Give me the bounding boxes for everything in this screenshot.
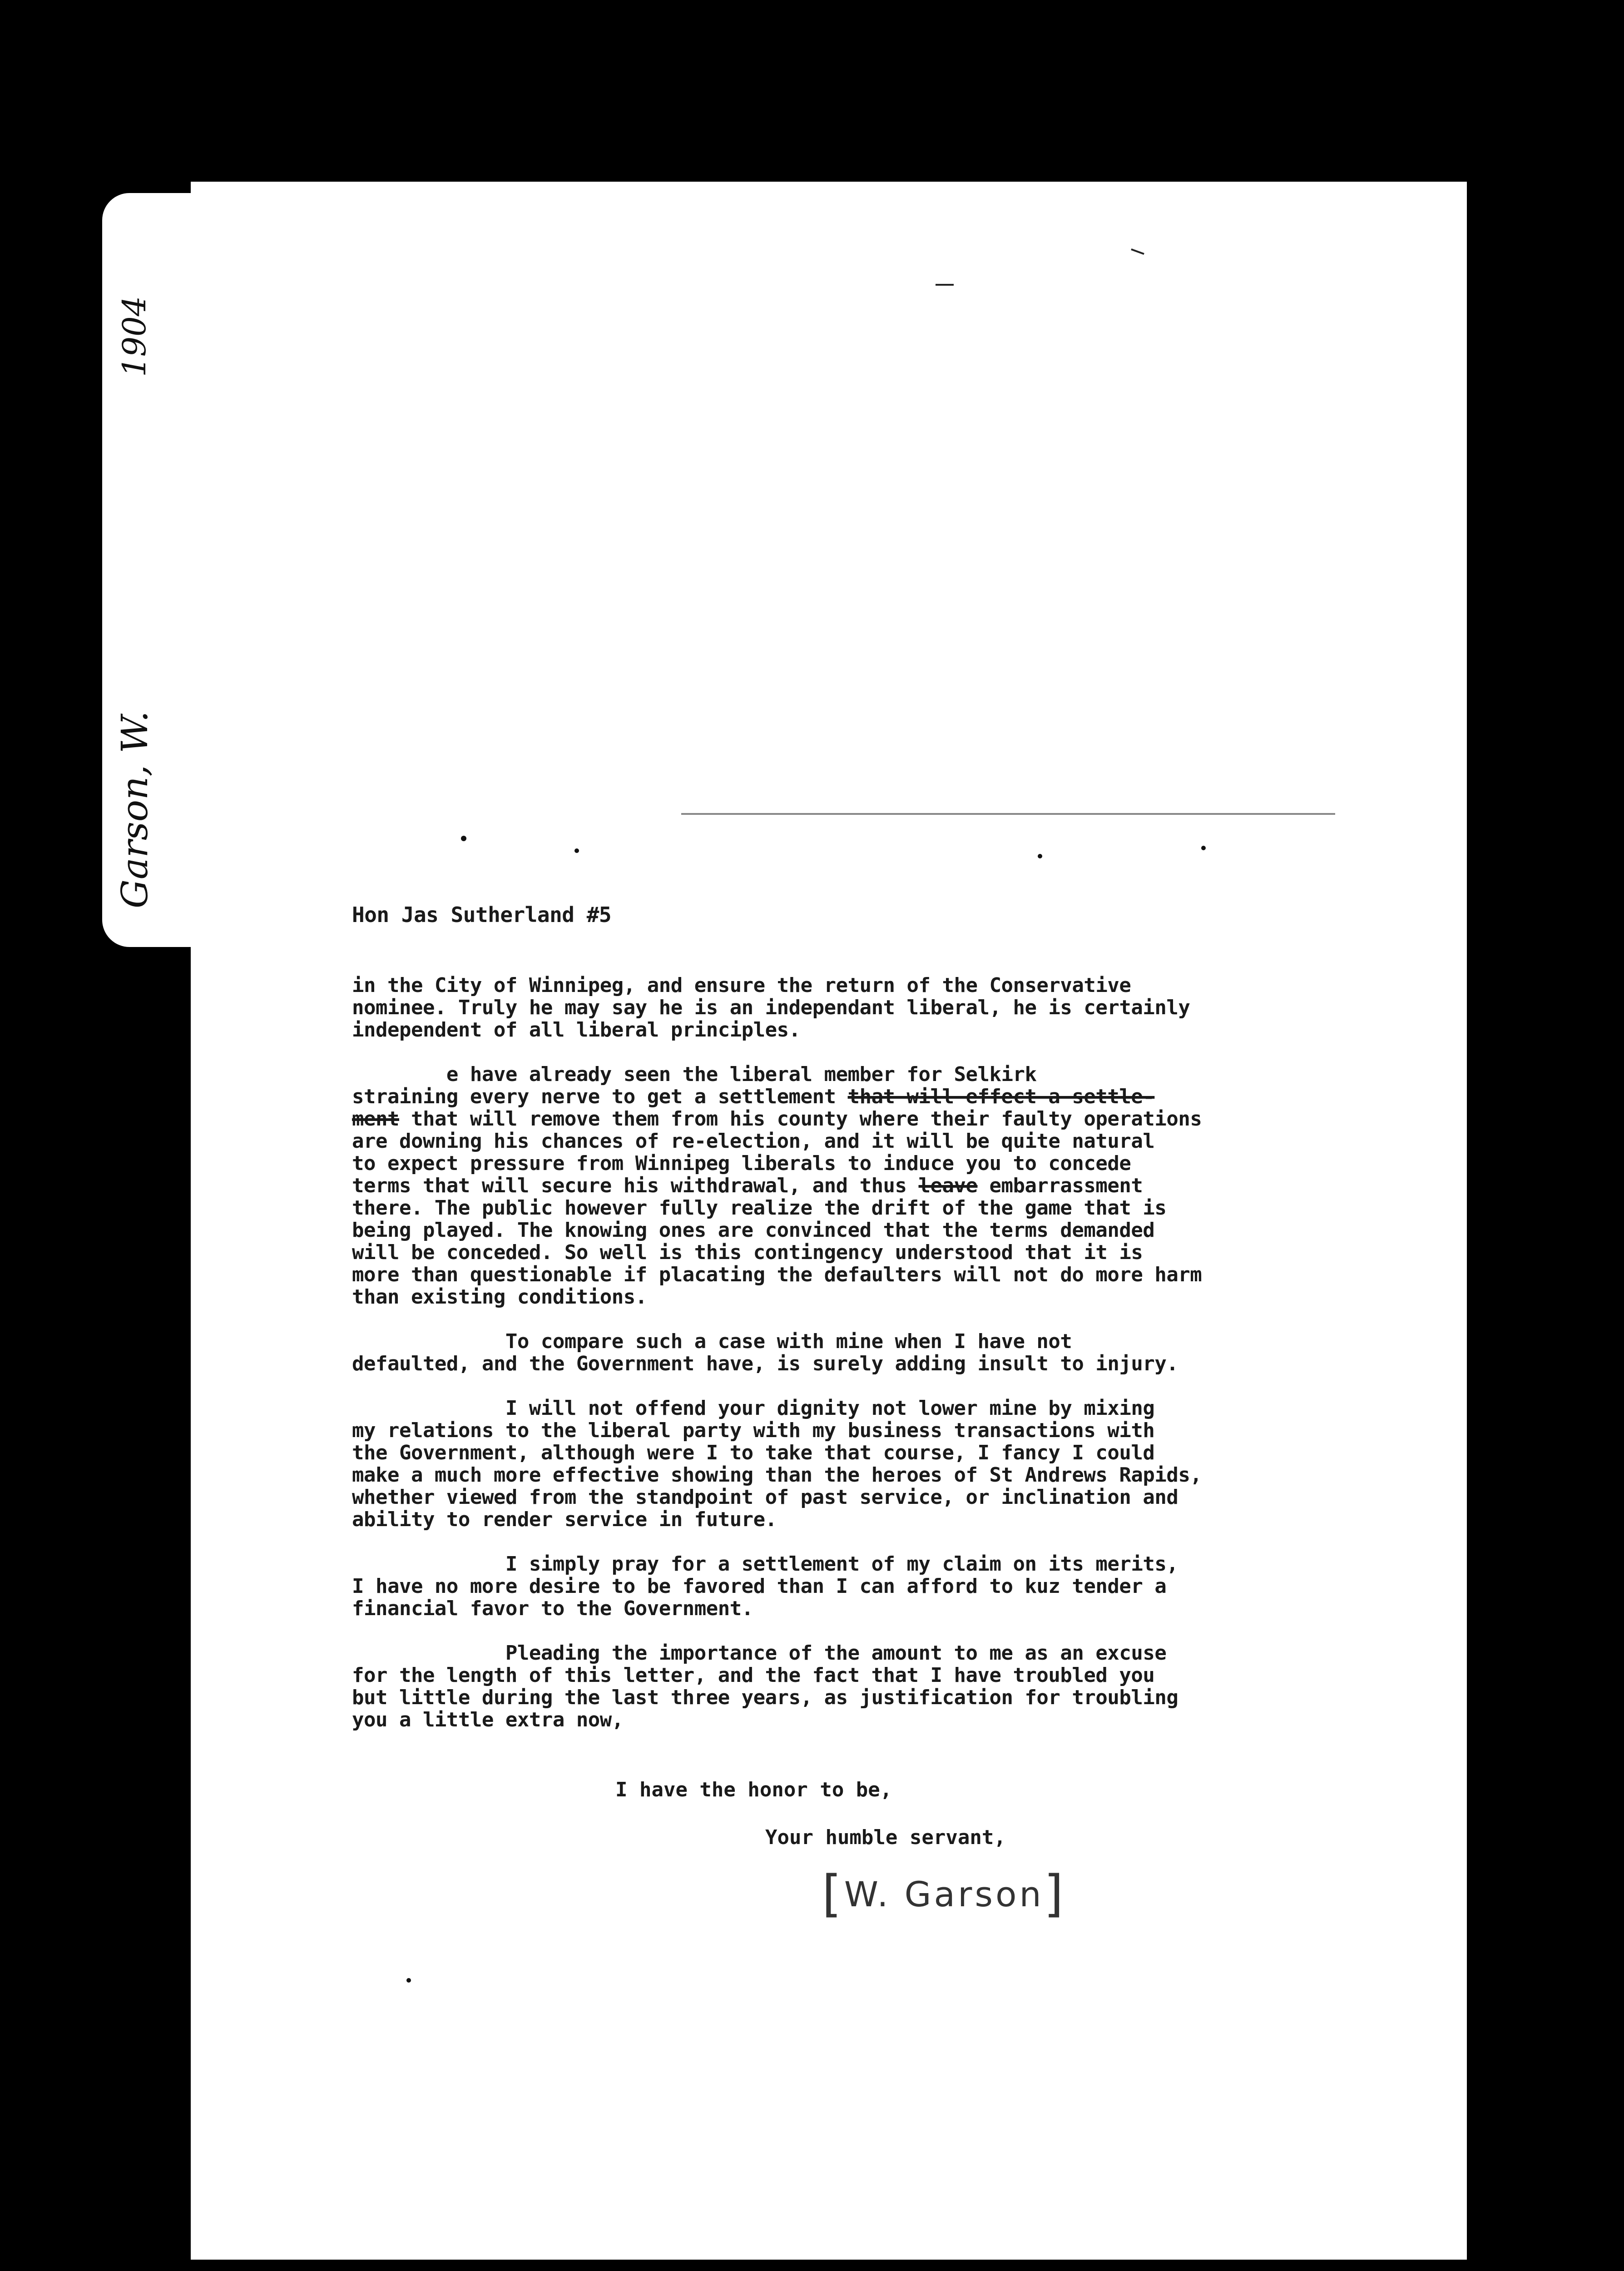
fold-line — [681, 813, 1335, 815]
letter-line: are downing his chances of re-election, and it will be quite natural — [352, 1130, 1155, 1153]
stray-mark — [1201, 846, 1206, 850]
signature-bracket-close: ] — [1044, 1864, 1066, 1923]
tick-mark — [936, 284, 954, 286]
letter-line: my relations to the liberal party with my business transactions with — [352, 1419, 1155, 1442]
letter-paragraph — [352, 1330, 1351, 1375]
letter-line: in the City of Winnipeg, and ensure the return of the Conservative — [352, 974, 1131, 997]
letter-line: make a much more effective showing than the heroes of St Andrews Rapids, — [352, 1463, 1202, 1487]
stray-mark — [406, 1978, 411, 1983]
letter-line: whether viewed from the standpoint of past service, or inclination and — [352, 1486, 1178, 1509]
letter-line: more than questionable if placating the defaulters will not do more harm — [352, 1263, 1202, 1286]
letter-line: there. The public however fully realize the drift of the game that is — [352, 1196, 1167, 1220]
letter-line: will be conceded. So well is this contingency understood that it is — [352, 1241, 1143, 1264]
stray-mark — [461, 836, 466, 841]
letter-line: than existing conditions. — [352, 1285, 647, 1309]
letter-paragraph — [352, 1553, 1351, 1620]
signature-bracket-open: [ — [822, 1864, 844, 1923]
letter-header: Hon Jas Sutherland #5 — [352, 902, 612, 927]
letter-line: ment that will remove them from his county where their faulty operations — [352, 1107, 1202, 1131]
letter-line: I have no more desire to be favored than I can afford to kuz tender a — [352, 1575, 1167, 1598]
closing-servant: Your humble servant, — [765, 1826, 1006, 1849]
letter-line: Pleading the importance of the amount to me as an excuse — [352, 1641, 1167, 1665]
letter-line: ability to render service in future. — [352, 1508, 777, 1531]
letter-line: I simply pray for a settlement of my claim on its merits, — [352, 1552, 1178, 1576]
letter-paragraphs — [352, 974, 1351, 1731]
stray-mark — [1038, 854, 1042, 858]
letter-body — [352, 904, 1351, 1753]
struck-text: that will effect a settle- — [847, 1085, 1155, 1108]
margin-name: Garson, W. — [114, 710, 156, 908]
letter-line: I will not offend your dignity not lower mine by mixing — [352, 1397, 1155, 1420]
signature — [822, 1864, 1066, 1923]
letter-paragraph — [352, 974, 1351, 1041]
letter-line: terms that will secure his withdrawal, and thus leave embarrassment — [352, 1174, 1143, 1197]
letter-line: To compare such a case with mine when I have not — [352, 1330, 1072, 1353]
letter-paragraph — [352, 1642, 1351, 1731]
signature-text: W. Garson — [844, 1874, 1044, 1914]
letter-line: defaulted, and the Government have, is surely adding insult to injury. — [352, 1352, 1178, 1375]
letter-paragraph — [352, 1397, 1351, 1531]
letter-line: straining every nerve to get a settlement that will effect a settle- — [352, 1085, 1155, 1108]
letter-line: financial favor to the Government. — [352, 1597, 753, 1620]
letter-line: being played. The knowing ones are convinced that the terms demanded — [352, 1219, 1155, 1242]
letter-line: but little during the last three years, as justification for troubling — [352, 1686, 1178, 1709]
letter-line: e have already seen the liberal member for Selkirk — [352, 1063, 1037, 1086]
letter-line: you a little extra now, — [352, 1708, 624, 1731]
letter-line: nominee. Truly he may say he is an independant liberal, he is certainly — [352, 996, 1190, 1019]
letter-paragraph — [352, 1063, 1351, 1308]
letter-line: the Government, although were I to take that course, I fancy I could — [352, 1441, 1155, 1464]
struck-text: ment — [352, 1107, 399, 1131]
letter-line: independent of all liberal principles. — [352, 1018, 801, 1041]
letter-line: for the length of this letter, and the fact that I have troubled you — [352, 1664, 1155, 1687]
stray-mark — [574, 848, 579, 853]
closing-honor: I have the honor to be, — [615, 1778, 892, 1801]
struck-text: leave — [918, 1174, 978, 1197]
margin-year: 1904 — [116, 296, 153, 377]
letter-line: to expect pressure from Winnipeg liberals to induce you to concede — [352, 1152, 1131, 1175]
